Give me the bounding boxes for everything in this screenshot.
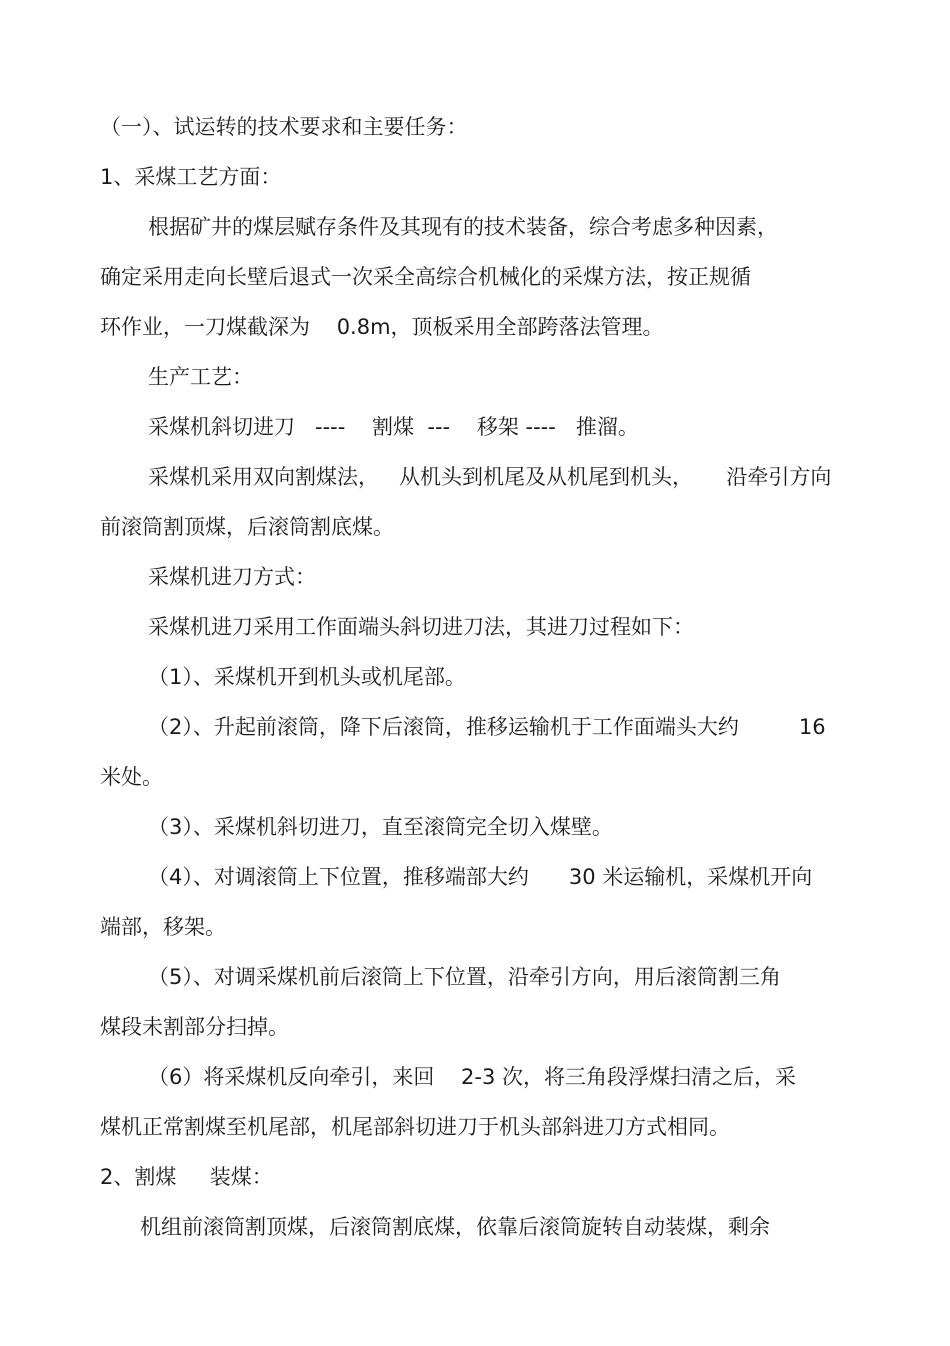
list-item: （6）将采煤机反向牵引，来回 2-3 次，将三角段浮煤扫清之后，采 <box>148 1065 797 1089</box>
list-item: （5）、对调采煤机前后滚筒上下位置，沿牵引方向，用后滚筒割三角 <box>148 965 781 989</box>
paragraph-line: 确定采用走向长壁后退式一次采全高综合机械化的采煤方法，按正规循 <box>100 265 751 289</box>
paragraph-line: 根据矿井的煤层赋存条件及其现有的技术装备，综合考虑多种因素， <box>148 215 778 239</box>
section-heading: （一）、试运转的技术要求和主要任务： <box>100 115 468 139</box>
paragraph-line: 采煤机进刀采用工作面端头斜切进刀法，其进刀过程如下： <box>148 615 694 639</box>
list-item-continuation: 端部，移架。 <box>100 915 226 939</box>
paragraph-line: 前滚筒割顶煤，后滚筒割底煤。 <box>100 515 394 539</box>
list-item: （1）、采煤机开到机头或机尾部。 <box>148 665 466 689</box>
subsection-heading-1: 1、采煤工艺方面： <box>100 165 282 189</box>
list-item-continuation: 米处。 <box>100 765 163 789</box>
paragraph-line: 采煤机进刀方式： <box>148 565 316 589</box>
paragraph-line: 环作业，一刀煤截深为 0.8m，顶板采用全部跨落法管理。 <box>100 315 664 339</box>
paragraph-line: 机组前滚筒割顶煤，后滚筒割底煤，依靠后滚筒旋转自动装煤，剩余 <box>140 1215 770 1239</box>
list-item: （3）、采煤机斜切进刀，直至滚筒完全切入煤壁。 <box>148 815 613 839</box>
subsection-heading-2: 2、割煤 装煤： <box>100 1165 273 1189</box>
list-item-continuation: 煤机正常割煤至机尾部，机尾部斜切进刀于机头部斜进刀方式相同。 <box>100 1115 730 1139</box>
paragraph-line: 采煤机斜切进刀 ---- 割煤 --- 移架 ---- 推溜。 <box>148 415 639 439</box>
list-item: （2）、升起前滚筒，降下后滚筒，推移运输机于工作面端头大约 16 <box>148 715 826 739</box>
list-item: （4）、对调滚筒上下位置，推移端部大约 30 米运输机，采煤机开向 <box>148 865 813 889</box>
list-item-continuation: 煤段未割部分扫掉。 <box>100 1015 289 1039</box>
paragraph-line: 采煤机采用双向割煤法， 从机头到机尾及从机尾到机头， 沿牵引方向 <box>148 465 832 489</box>
paragraph-line: 生产工艺： <box>148 365 253 389</box>
